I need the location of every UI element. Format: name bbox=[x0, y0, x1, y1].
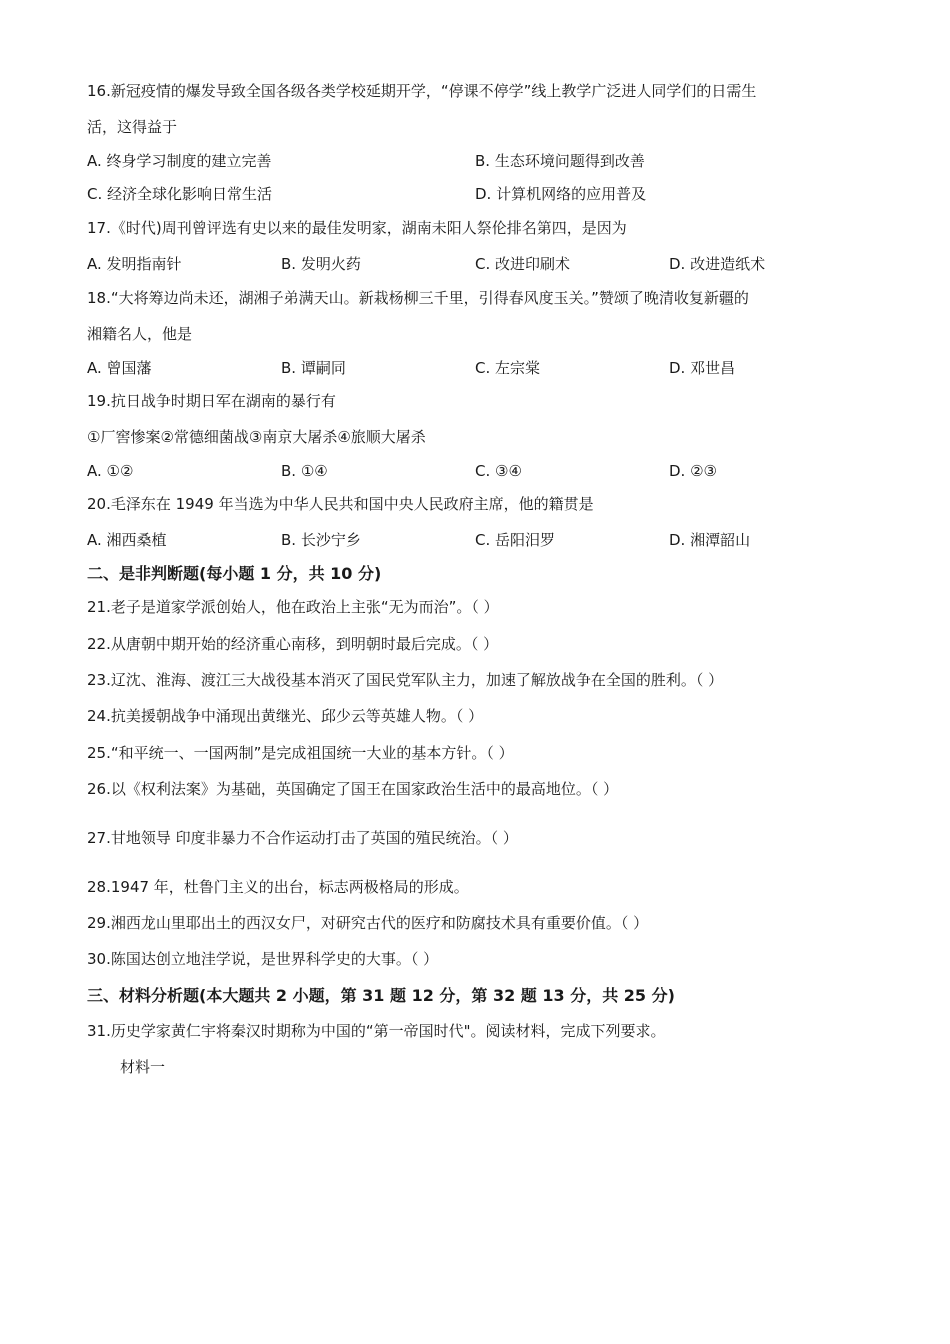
q20-stem: 20.毛泽东在 1949 年当选为中华人民共和国中央人民政府主席，他的籍贯是 bbox=[87, 495, 594, 513]
q19-options bbox=[87, 460, 867, 482]
q17-option-c: C. 改进印刷术 bbox=[475, 255, 571, 273]
q16-option-d: D. 计算机网络的应用普及 bbox=[475, 185, 647, 203]
q19-stem-line2: ①厂窖惨案②常德细菌战③南京大屠杀④旅顺大屠杀 bbox=[87, 428, 426, 446]
q24: 24.抗美援朝战争中涌现出黄继光、邱少云等英雄人物。（ ） bbox=[87, 707, 484, 725]
q19-stem-line1: 19.抗日战争时期日军在湖南的暴行有 bbox=[87, 392, 336, 410]
q23: 23.辽沈、淮海、渡江三大战役基本消灭了国民党军队主力，加速了解放战争在全国的胜利。（ ） bbox=[87, 671, 724, 689]
q17-option-a: A. 发明指南针 bbox=[87, 255, 182, 273]
q16-stem-line1: 16.新冠疫情的爆发导致全国各级各类学校延期开学，“停课不停学”线上教学广泛进人同学们的日需生 bbox=[87, 82, 757, 100]
section2-heading: 二、是非判断题(每小题 1 分，共 10 分) bbox=[87, 564, 382, 583]
q29: 29.湘西龙山里耶出土的西汉女尸，对研究古代的医疗和防腐技术具有重要价值。（ ） bbox=[87, 914, 649, 932]
q16-option-a: A. 终身学习制度的建立完善 bbox=[87, 152, 272, 170]
q16-option-c: C. 经济全球化影响日常生活 bbox=[87, 185, 273, 203]
q20-option-d: D. 湘潭韶山 bbox=[669, 531, 751, 549]
section3-heading: 三、材料分析题(本大题共 2 小题，第 31 题 12 分，第 32 题 13 分，共 25 分) bbox=[87, 986, 675, 1005]
q31-stem: 31.历史学家黄仁宇将秦汉时期称为中国的“第一帝国时代"。阅读材料，完成下列要求。 bbox=[87, 1022, 666, 1040]
q17-stem: 17.《时代)周刊曾评选有史以来的最佳发明家，湖南未阳人祭伦排名第四，是因为 bbox=[87, 219, 627, 237]
q17-option-b: B. 发明火药 bbox=[281, 255, 361, 273]
q16-options-row1 bbox=[87, 150, 867, 172]
q19-option-a: A. ①② bbox=[87, 462, 134, 480]
q22: 22.从唐朝中期开始的经济重心南移，到明朝时最后完成。（ ） bbox=[87, 635, 499, 653]
q16-options-row2 bbox=[87, 183, 867, 205]
q19-option-b: B. ①④ bbox=[281, 462, 328, 480]
q17-option-d: D. 改进造纸术 bbox=[669, 255, 766, 273]
q19-option-d: D. ②③ bbox=[669, 462, 717, 480]
q28: 28.1947 年，杜鲁门主义的出台，标志两极格局的形成。 bbox=[87, 878, 469, 896]
q16-stem-line2: 活，这得益于 bbox=[87, 118, 178, 136]
q18-stem-line2: 湘籍名人，他是 bbox=[87, 325, 193, 343]
q18-stem-line1: 18.“大将筹边尚未还，湖湘子弟满天山。新栽杨柳三千里，引得春风度玉关。”赞颂了晚清收复新疆的 bbox=[87, 289, 749, 307]
q20-option-c: C. 岳阳汨罗 bbox=[475, 531, 556, 549]
material-1-label: 材料一 bbox=[120, 1058, 166, 1076]
q18-option-d: D. 邓世昌 bbox=[669, 359, 736, 377]
q25: 25.“和平统一、一国两制”是完成祖国统一大业的基本方针。（ ） bbox=[87, 744, 514, 762]
q20-option-b: B. 长沙宁乡 bbox=[281, 531, 361, 549]
q20-options bbox=[87, 529, 867, 551]
q18-options bbox=[87, 357, 867, 379]
q21: 21.老子是道家学派创始人，他在政治上主张“无为而治”。（ ） bbox=[87, 598, 499, 616]
q18-option-c: C. 左宗棠 bbox=[475, 359, 541, 377]
q18-option-a: A. 曾国藩 bbox=[87, 359, 152, 377]
q30: 30.陈国达创立地洼学说，是世界科学史的大事。（ ） bbox=[87, 950, 439, 968]
q17-options bbox=[87, 253, 867, 275]
q27: 27.甘地领导 印度非暴力不合作运动打击了英国的殖民统治。（ ） bbox=[87, 829, 518, 847]
q16-option-b: B. 生态环境问题得到改善 bbox=[475, 152, 645, 170]
q18-option-b: B. 谭嗣同 bbox=[281, 359, 346, 377]
q19-option-c: C. ③④ bbox=[475, 462, 522, 480]
q20-option-a: A. 湘西桑植 bbox=[87, 531, 167, 549]
q26: 26.以《权利法案》为基础，英国确定了国王在国家政治生活中的最高地位。（ ） bbox=[87, 780, 619, 798]
